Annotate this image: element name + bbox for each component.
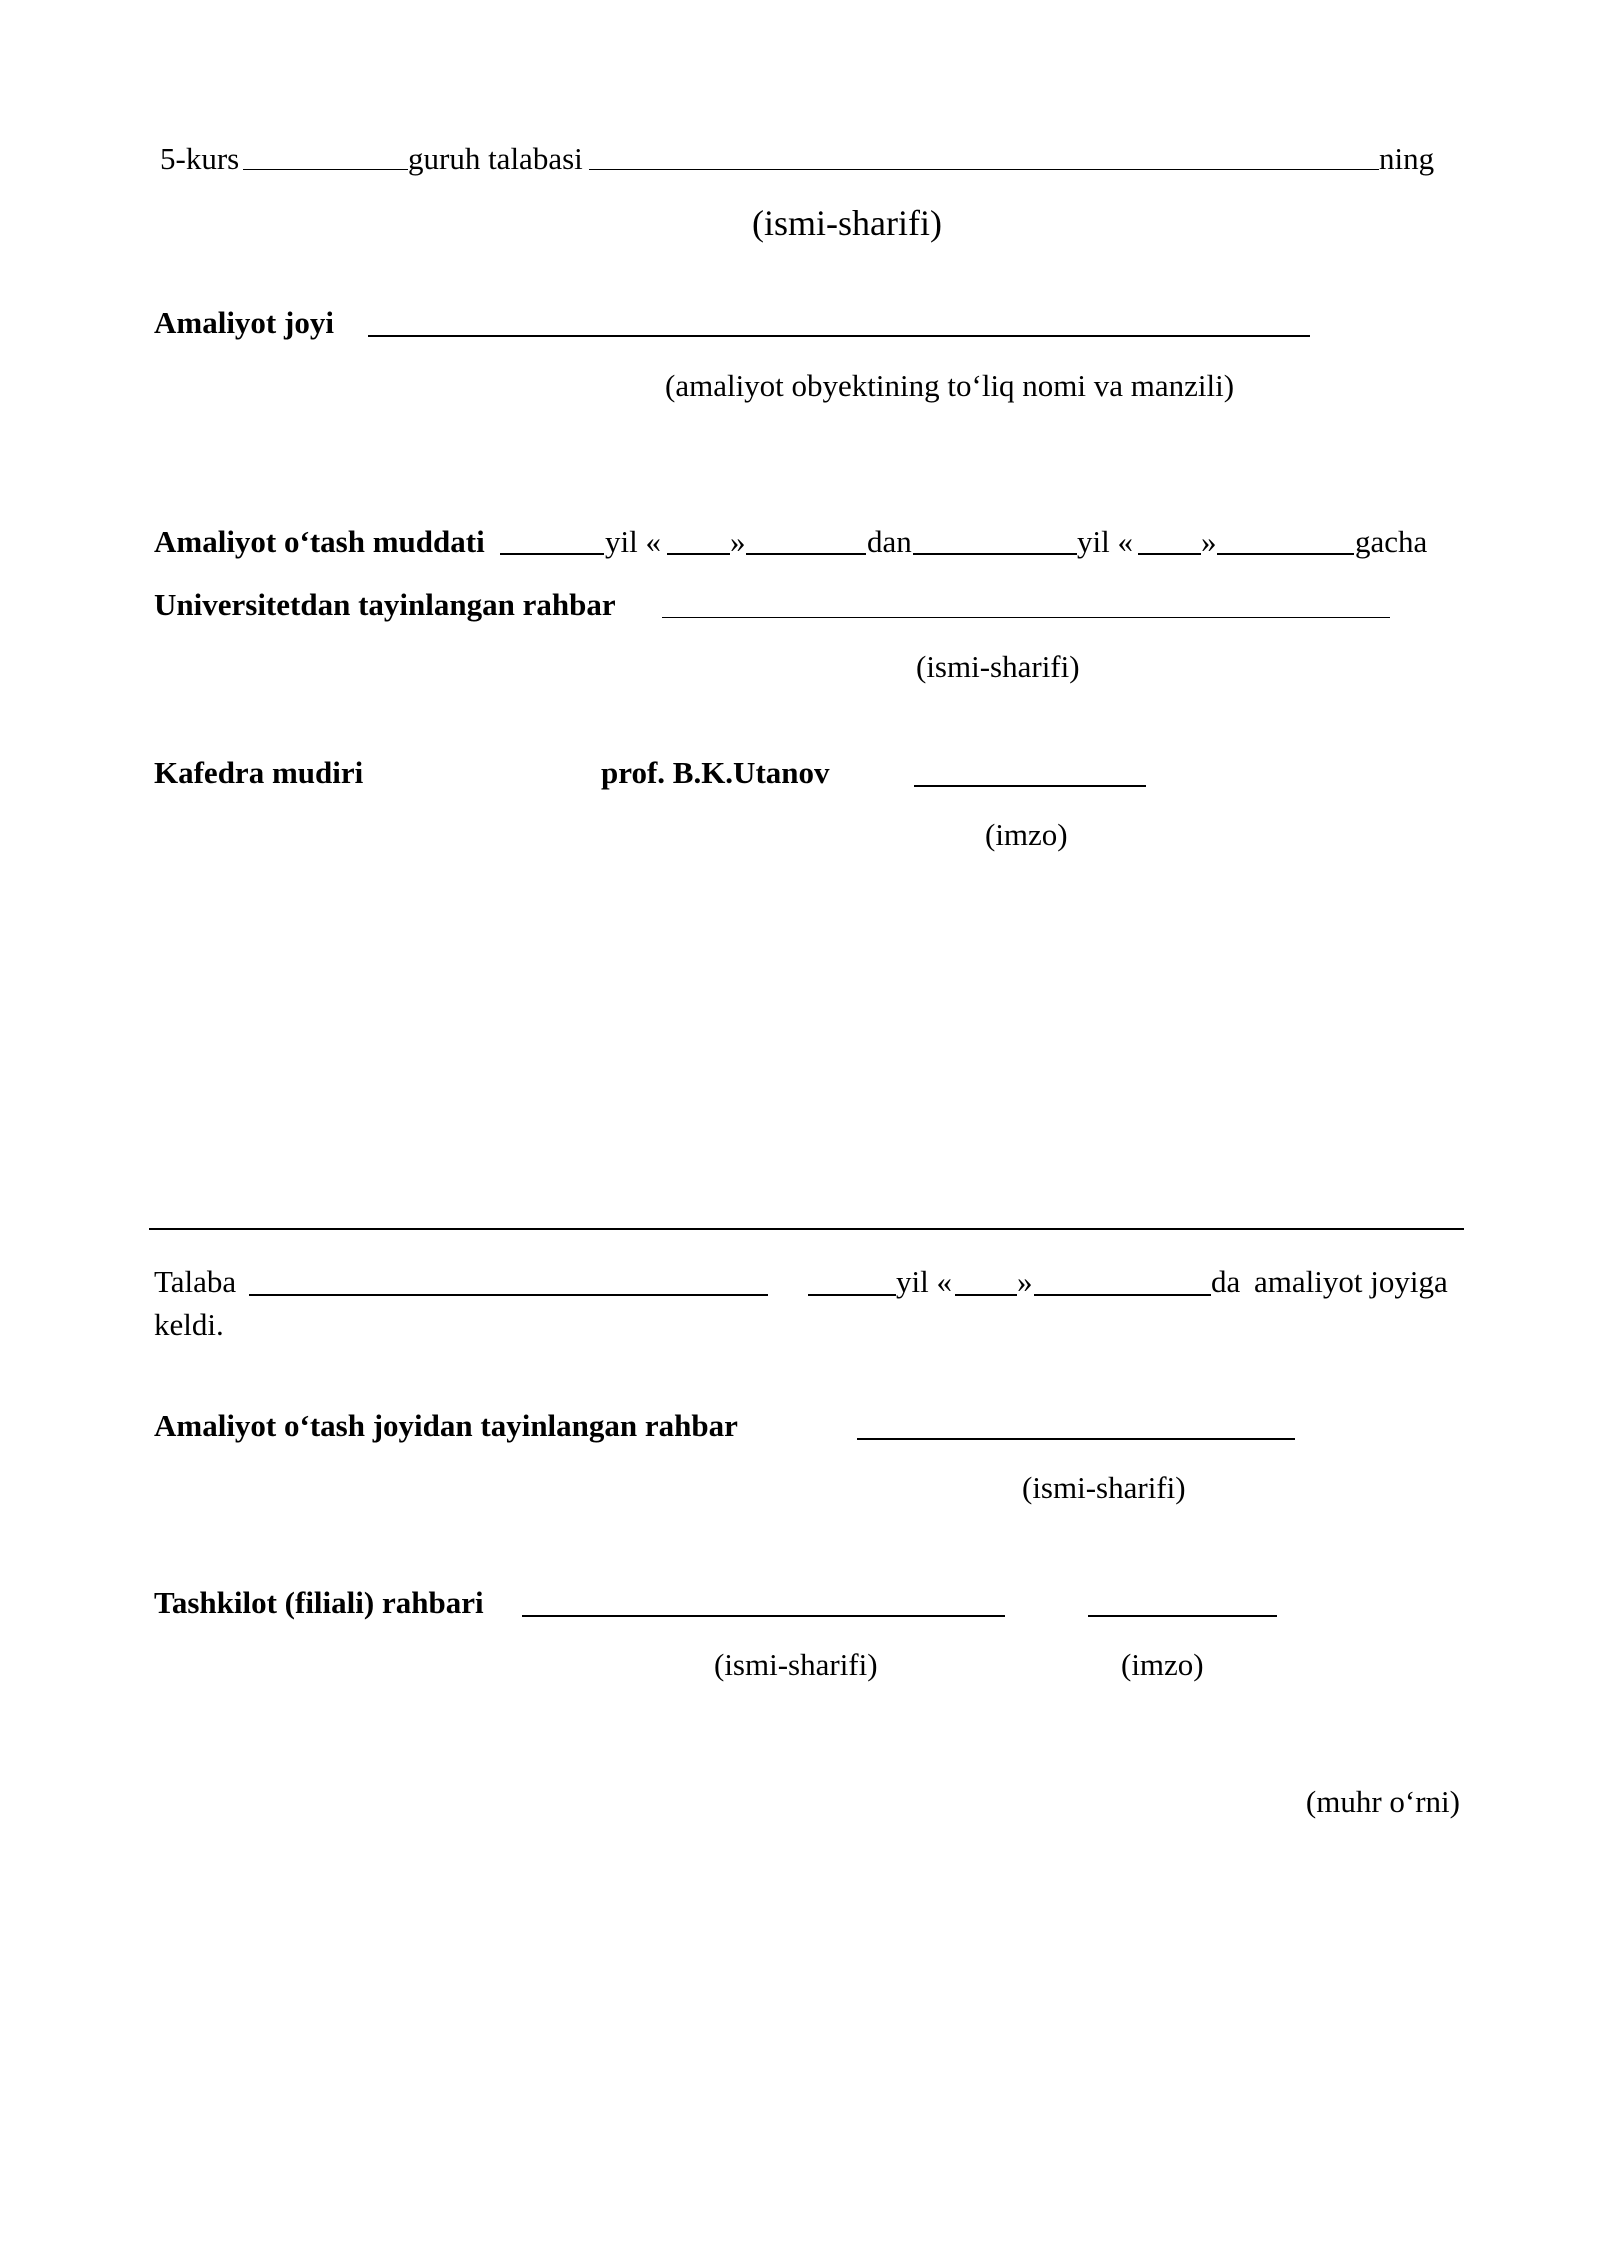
keldi-text: keldi.: [154, 1307, 224, 1342]
end-day-blank[interactable]: [1138, 553, 1201, 555]
head-of-department-name: prof. B.K.Utanov: [601, 755, 830, 790]
start-month-blank[interactable]: [746, 553, 866, 555]
start-yil-text: yil «: [605, 524, 661, 559]
organization-head-label: Tashkilot (filiali) rahbari: [154, 1585, 484, 1620]
course-label: 5-kurs: [160, 141, 240, 176]
organization-head-signature-caption: (imzo): [1121, 1647, 1204, 1682]
duration-label: Amaliyot o‘tash muddati: [154, 524, 485, 559]
arrival-student-blank[interactable]: [249, 1294, 768, 1296]
arrival-month-blank[interactable]: [1034, 1294, 1211, 1296]
head-signature-caption: (imzo): [985, 817, 1068, 852]
organization-head-signature-blank[interactable]: [1088, 1615, 1277, 1617]
practice-place-caption: (amaliyot obyektining to‘liq nomi va manzili): [665, 368, 1235, 403]
dan-text: dan: [867, 524, 912, 559]
talaba-label: Talaba: [154, 1264, 237, 1299]
practice-place-blank[interactable]: [368, 335, 1310, 337]
separator-line: [149, 1228, 1464, 1230]
university-supervisor-blank[interactable]: [662, 617, 1390, 618]
university-supervisor-caption: (ismi-sharifi): [916, 649, 1080, 684]
arrival-day-blank[interactable]: [955, 1294, 1017, 1296]
head-signature-blank[interactable]: [914, 785, 1146, 787]
university-supervisor-label: Universitetdan tayinlangan rahbar: [154, 587, 616, 622]
organization-head-name-caption: (ismi-sharifi): [714, 1647, 878, 1682]
end-yil-text: yil «: [1077, 524, 1133, 559]
arrival-yil-text: yil «: [896, 1264, 952, 1299]
start-close-quote: »: [730, 524, 746, 559]
head-of-department-label: Kafedra mudiri: [154, 755, 364, 790]
ning-suffix: ning: [1379, 141, 1435, 176]
practice-place-label: Amaliyot joyi: [154, 305, 334, 340]
student-name-caption: (ismi-sharifi): [752, 203, 942, 243]
site-supervisor-blank[interactable]: [857, 1438, 1295, 1440]
gacha-text: gacha: [1355, 524, 1428, 559]
start-day-blank[interactable]: [667, 553, 730, 555]
end-month-blank[interactable]: [1217, 553, 1354, 555]
organization-head-name-blank[interactable]: [522, 1615, 1005, 1617]
start-year-blank[interactable]: [500, 553, 604, 555]
amaliyot-joyiga-text: amaliyot joyiga: [1254, 1264, 1448, 1299]
arrival-close-quote: »: [1017, 1264, 1033, 1299]
site-supervisor-caption: (ismi-sharifi): [1022, 1470, 1186, 1505]
da-text: da: [1211, 1264, 1241, 1299]
group-label: guruh talabasi: [408, 141, 583, 176]
student-name-blank[interactable]: [589, 169, 1379, 170]
arrival-year-blank[interactable]: [808, 1294, 896, 1296]
end-close-quote: »: [1201, 524, 1217, 559]
site-supervisor-label: Amaliyot o‘tash joyidan tayinlangan rahbar: [154, 1408, 738, 1443]
seal-place-caption: (muhr o‘rni): [1305, 1784, 1460, 1819]
group-blank[interactable]: [243, 169, 408, 170]
end-year-blank[interactable]: [913, 553, 1077, 555]
